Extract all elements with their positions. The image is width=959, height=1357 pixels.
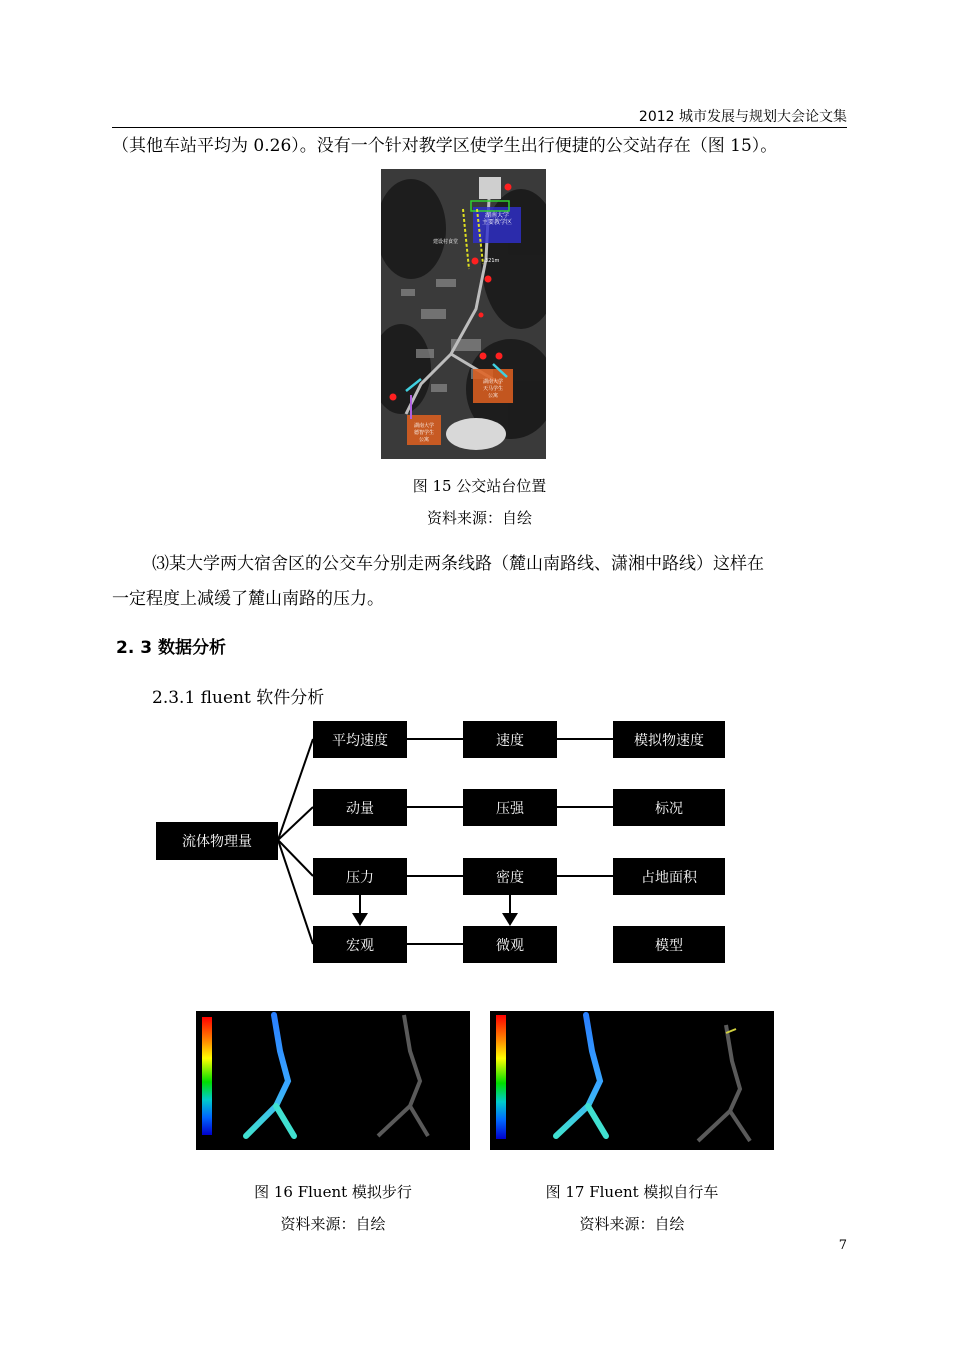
paragraph-2-line-1: ⑶某大学两大宿舍区的公交车分别走两条线路（麓山南路线、潇湘中路线）这样在 xyxy=(152,554,764,574)
flow-box-r3c1: 压力 xyxy=(313,858,407,895)
figure-17-caption: 图 17 Fluent 模拟自行车 xyxy=(545,1183,719,1201)
figure-15-source: 资料来源：自绘 xyxy=(426,509,532,527)
figure-17-simulation xyxy=(490,1011,774,1150)
figure-16-simulation xyxy=(196,1011,470,1150)
running-header: 2012 城市发展与规划大会论文集 xyxy=(638,109,847,125)
flow-box-r4c1: 宏观 xyxy=(313,926,407,963)
flow-box-r1c2: 速度 xyxy=(463,721,557,758)
page-number: 7 xyxy=(838,1238,847,1253)
subsection-heading: 2.3.1 fluent 软件分析 xyxy=(152,688,325,708)
flow-box-r4c3: 模型 xyxy=(613,926,725,963)
flow-box-root: 流体物理量 xyxy=(156,822,278,860)
flow-box-r2c2: 压强 xyxy=(463,789,557,826)
map-label-teaching: 湖南大学主要教学区 xyxy=(481,212,513,226)
flow-box-r1c1: 平均速度 xyxy=(313,721,407,758)
map-label-village: 建设村食堂 xyxy=(433,239,459,245)
map-label-distance: 321m xyxy=(485,258,500,264)
flow-box-r2c1: 动量 xyxy=(313,789,407,826)
paragraph-2-line-2: 一定程度上减缓了麓山南路的压力。 xyxy=(112,589,384,609)
flow-box-r4c2: 微观 xyxy=(463,926,557,963)
flow-box-r1c3: 模拟物速度 xyxy=(613,721,725,758)
figure-16-caption: 图 16 Fluent 模拟步行 xyxy=(254,1183,412,1201)
flow-box-r3c3: 占地面积 xyxy=(613,858,725,895)
flow-box-r2c3: 标况 xyxy=(613,789,725,826)
figure-17-source: 资料来源：自绘 xyxy=(579,1215,685,1233)
figure-15-caption: 图 15 公交站台位置 xyxy=(412,477,547,495)
map-label-dorm-b: 湖南大学德智学生公寓 xyxy=(413,423,435,443)
map-label-dorm-a: 湖南大学天马学生公寓 xyxy=(482,379,504,399)
flow-box-r3c2: 密度 xyxy=(463,858,557,895)
figure-16-source: 资料来源：自绘 xyxy=(280,1215,386,1233)
paragraph-1: （其他车站平均为 0.26）。没有一个针对教学区使学生出行便捷的公交站存在（图 15）。 xyxy=(112,136,778,156)
section-heading: 2. 3 数据分析 xyxy=(116,638,226,658)
